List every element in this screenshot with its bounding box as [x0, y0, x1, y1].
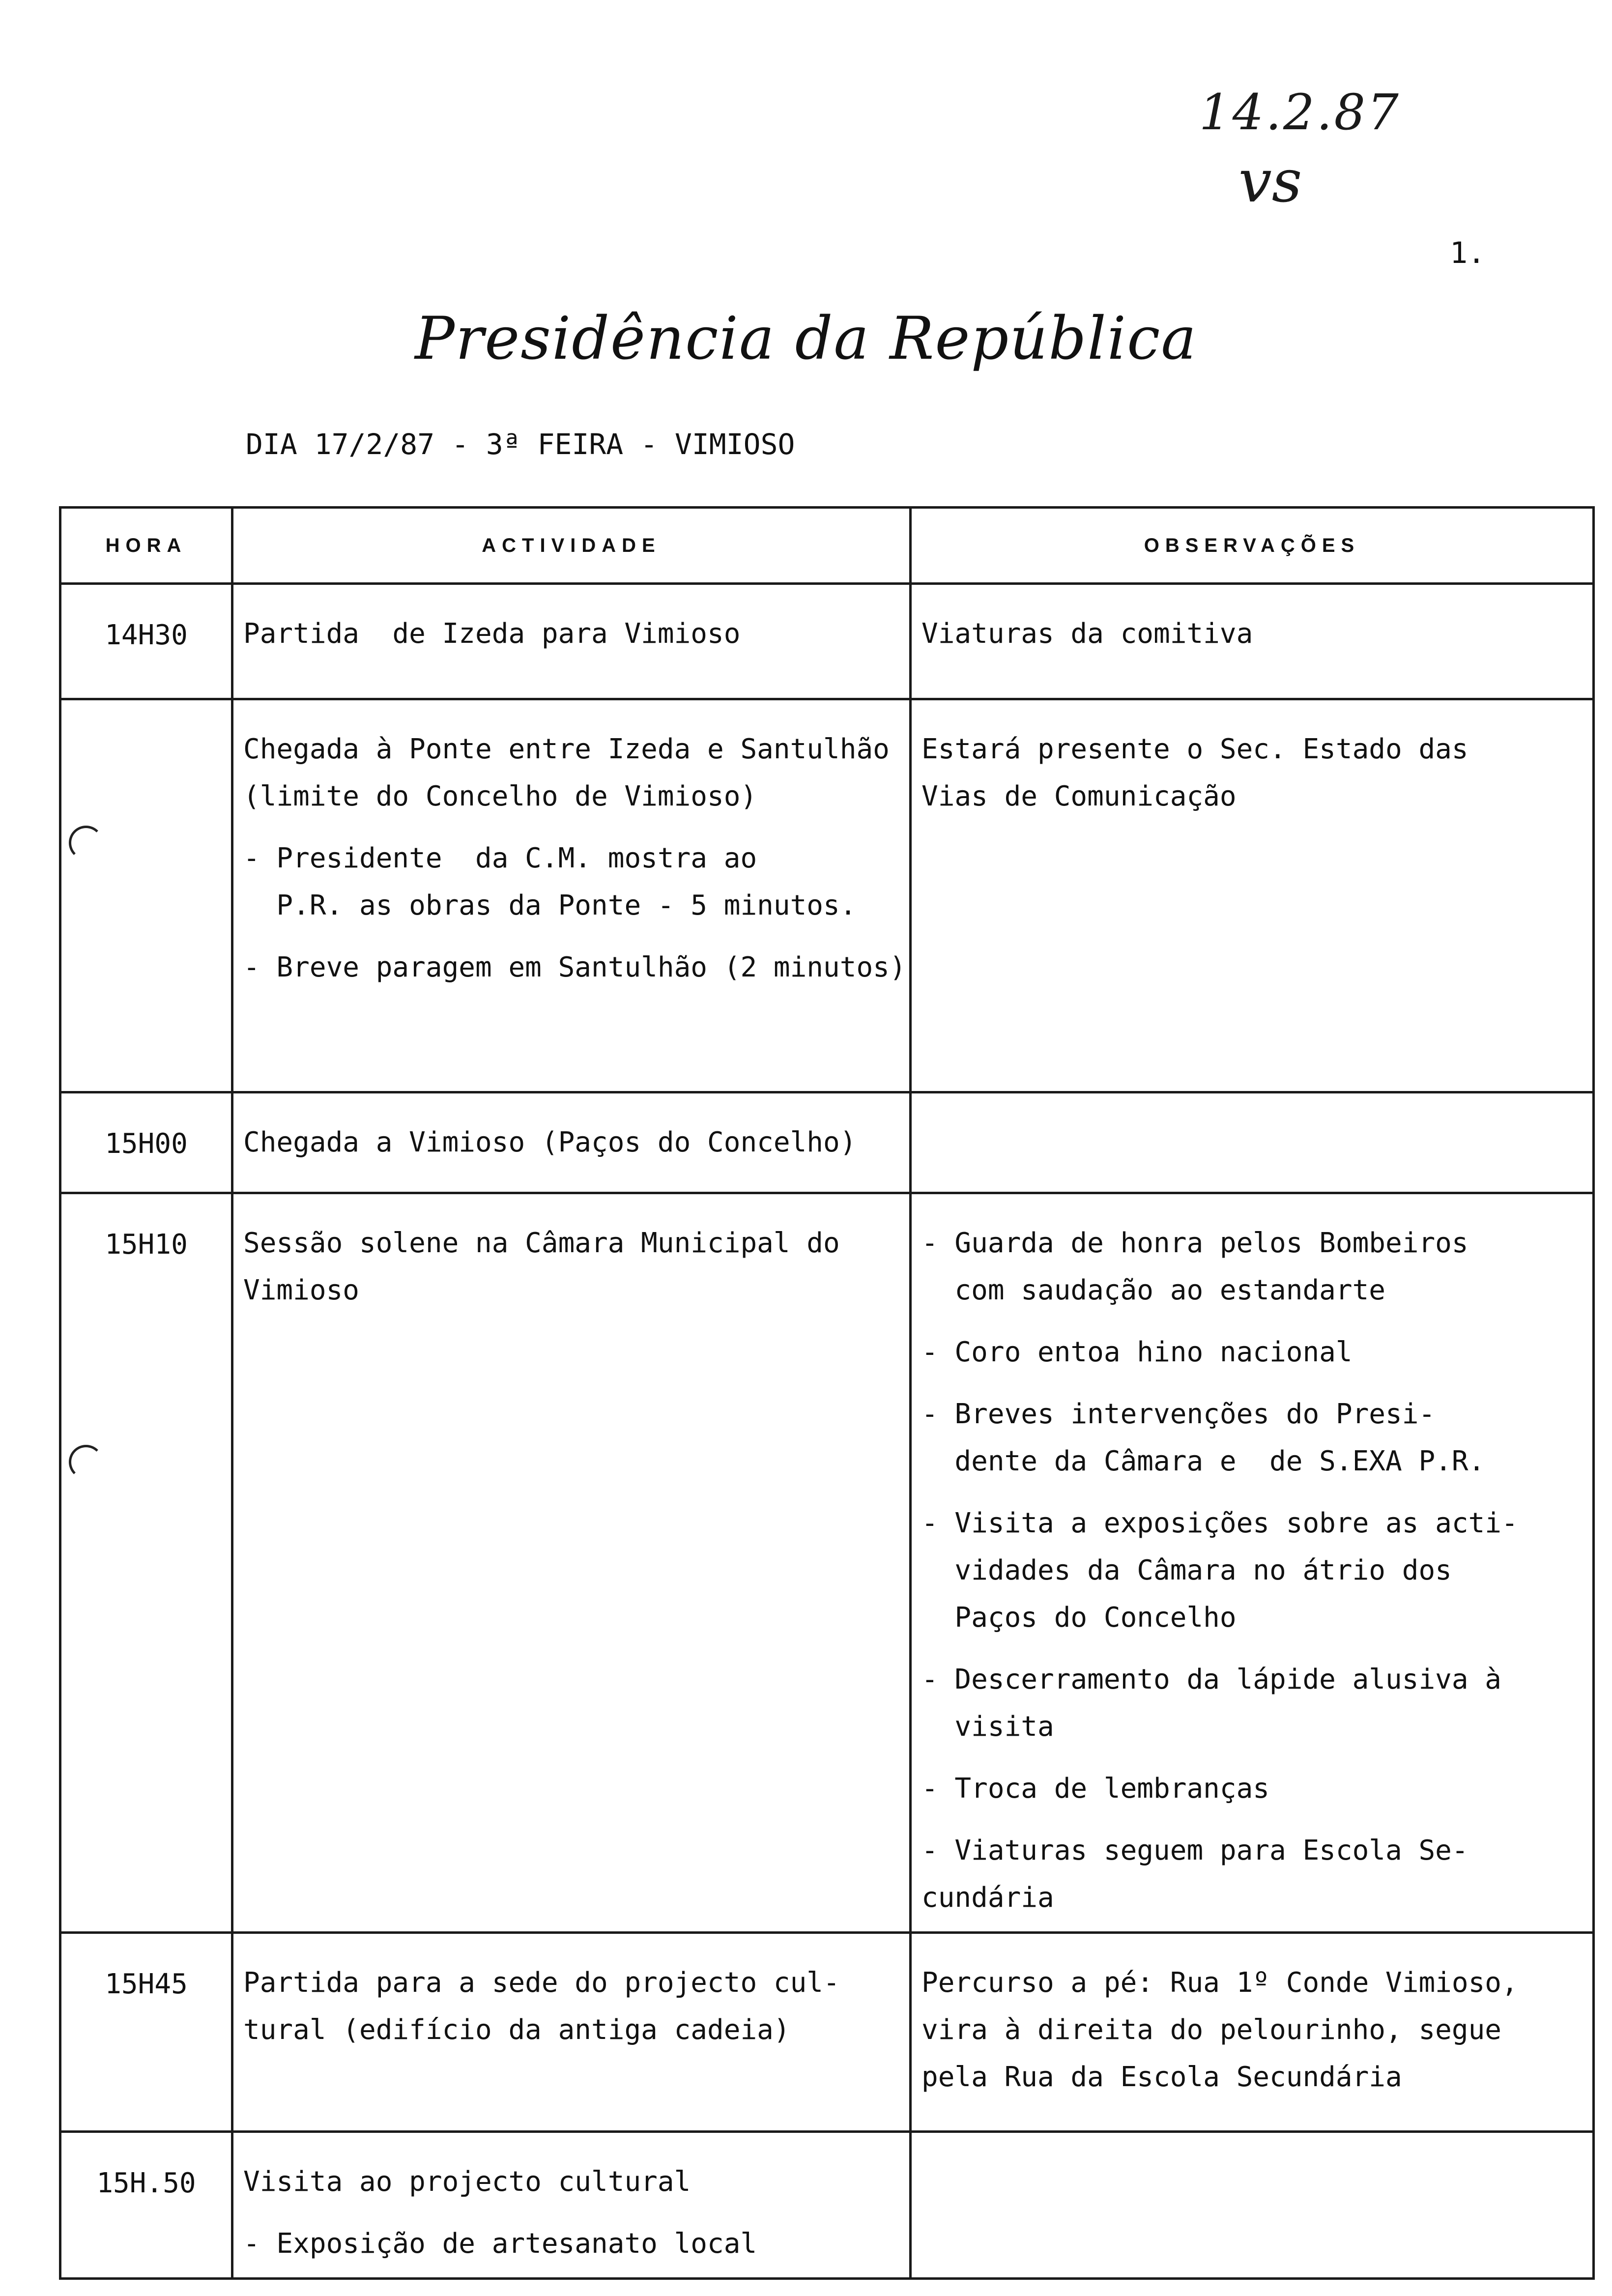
observation-line: visita — [921, 1711, 1054, 1743]
activity-line: Visita ao projecto cultural — [243, 2166, 691, 2198]
handwritten-date: 14.2.87 — [1199, 84, 1401, 141]
table-row — [60, 584, 1594, 699]
observation-line: Vias de Comunicação — [921, 780, 1237, 812]
observation-line: - Guarda de honra pelos Bombeiros — [921, 1227, 1468, 1259]
observation-line: Paços do Concelho — [921, 1602, 1237, 1634]
activity-line: Partida para a sede do projecto cul- — [243, 1967, 840, 1999]
observations-cell — [911, 1933, 1594, 2132]
table-row — [60, 1933, 1594, 2132]
header-actividade: ACTIVIDADE — [232, 508, 911, 584]
activity-cell — [232, 1933, 911, 2132]
observation-line: - Visita a exposições sobre as acti- — [921, 1507, 1518, 1539]
time-cell: 15H00 — [60, 1092, 232, 1193]
schedule-table — [59, 506, 1595, 2280]
activity-cell — [232, 1193, 911, 1933]
activity-cell — [232, 699, 911, 1092]
observations-cell — [911, 2132, 1594, 2279]
activity-cell — [232, 1092, 911, 1193]
header-observacoes: OBSERVAÇÕES — [911, 508, 1594, 584]
observations-cell — [911, 1193, 1594, 1933]
activity-line: - Presidente da C.M. mostra ao — [243, 842, 757, 874]
observations-cell — [911, 699, 1594, 1092]
table-row — [60, 1092, 1594, 1193]
day-heading: DIA 17/2/87 - 3ª FEIRA - VIMIOSO — [246, 428, 795, 461]
observation-line: - Troca de lembranças — [921, 1773, 1270, 1805]
activity-line: Chegada a Vimioso (Paços do Concelho) — [243, 1126, 857, 1158]
observation-line: vidades da Câmara no átrio dos — [921, 1554, 1452, 1586]
activity-line: P.R. as obras da Ponte - 5 minutos. — [243, 890, 857, 921]
activity-line: Partida de Izeda para Vimioso — [243, 618, 741, 650]
observation-line: cundária — [921, 1882, 1054, 1914]
activity-cell — [232, 2132, 911, 2279]
observation-line: Estará presente o Sec. Estado das — [921, 733, 1468, 765]
observation-line: - Coro entoa hino nacional — [921, 1336, 1353, 1368]
activity-line: - Breve paragem em Santulhão (2 minutos) — [243, 951, 906, 983]
observation-line: com saudação ao estandarte — [921, 1274, 1386, 1306]
page-number: 1. — [1450, 236, 1486, 270]
observation-line: pela Rua da Escola Secundária — [921, 2061, 1402, 2093]
observation-line: - Descerramento da lápide alusiva à — [921, 1664, 1502, 1695]
time-cell: 14H30 — [60, 584, 232, 699]
header-hora: HORA — [60, 508, 232, 584]
table-row — [60, 2132, 1594, 2279]
observation-line: Viaturas da comitiva — [921, 618, 1253, 650]
time-cell: 15H45 — [60, 1933, 232, 2132]
table-row — [60, 1193, 1594, 1933]
activity-line: tural (edifício da antiga cadeia) — [243, 2014, 790, 2046]
letterhead: Presidência da República — [415, 305, 1197, 373]
handwritten-initials: vs — [1238, 147, 1302, 216]
activity-line: Vimioso — [243, 1274, 360, 1306]
observation-line: vira à direita do pelourinho, segue — [921, 2014, 1502, 2046]
table-header-row — [60, 508, 1594, 584]
activity-line: - Exposição de artesanato local — [243, 2228, 757, 2260]
time-cell — [60, 699, 232, 1092]
observation-line: dente da Câmara e de S.EXA P.R. — [921, 1445, 1485, 1477]
activity-line: Chegada à Ponte entre Izeda e Santulhão — [243, 733, 890, 765]
observations-cell — [911, 584, 1594, 699]
observation-line: Percurso a pé: Rua 1º Conde Vimioso, — [921, 1967, 1518, 1999]
observation-line: - Viaturas seguem para Escola Se- — [921, 1835, 1468, 1866]
observations-cell — [911, 1092, 1594, 1193]
time-cell: 15H.50 — [60, 2132, 232, 2279]
observation-line: - Breves intervenções do Presi- — [921, 1398, 1436, 1430]
activity-cell — [232, 584, 911, 699]
activity-line: Sessão solene na Câmara Municipal do — [243, 1227, 840, 1259]
time-cell: 15H10 — [60, 1193, 232, 1933]
activity-line: (limite do Concelho de Vimioso) — [243, 780, 757, 812]
table-row — [60, 699, 1594, 1092]
